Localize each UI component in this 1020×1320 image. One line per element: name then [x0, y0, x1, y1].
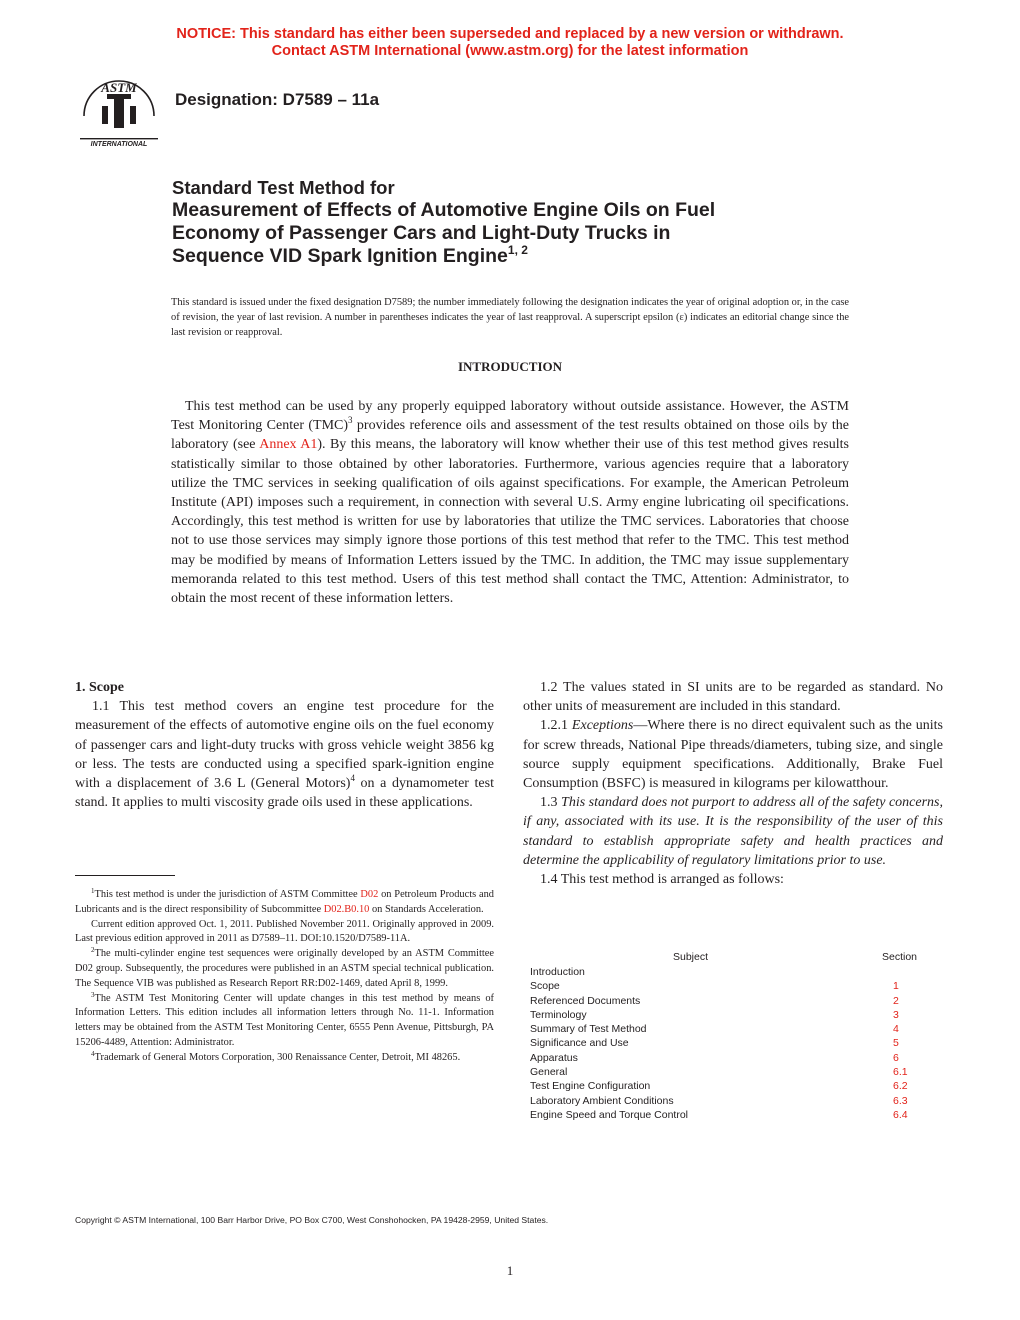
footnote-1-text-b: on Petroleum Products and Lubricants and is the direct responsibility of Subcommittee	[75, 889, 494, 915]
footnotes	[75, 888, 494, 1066]
p1-2-1-number: 1.2.1	[540, 718, 572, 734]
contents-subject: Scope	[530, 980, 560, 993]
contents-section-link[interactable]: 6.3	[893, 1094, 908, 1107]
footnote-3	[75, 992, 494, 1051]
footnote-3-marker: 3	[91, 990, 95, 999]
intro-text-2: provides reference oils and assessment of the test results obtained on those oils by the laboratory (see	[171, 418, 849, 453]
withdrawal-notice	[0, 26, 1020, 60]
contents-subject: Apparatus	[530, 1051, 578, 1064]
footnote-4-marker: 4	[91, 1049, 95, 1058]
p1-2-1-text: —Where there is no direct equivalent such as the units for screw threads, National Pipe threads/diameters, tubing size, and single source supply equipment specifications. Additionally, Brake Fuel Consumption (BSFC) is measured in kilograms per kilowatthour.	[523, 718, 943, 792]
p1-1-text-b: on a dynamometer test stand. It applies to multi viscosity grade oils used in these applications.	[75, 776, 494, 811]
contents-section-link[interactable]: 6	[893, 1051, 899, 1064]
footnote-divider	[75, 875, 175, 876]
contents-section-link[interactable]: 2	[893, 994, 899, 1007]
footnote-1-edition: Current edition approved Oct. 1, 2011. Published November 2011. Originally approved in 2009. Last previous edition approved in 2011 as D7589–11. DOI:10.1520/D7589-11A.	[75, 918, 494, 945]
contents-row	[528, 994, 928, 1008]
contents-subject: General	[530, 1066, 568, 1079]
contents-subject: Introduction	[530, 966, 585, 978]
astm-logo	[74, 76, 164, 148]
contents-row	[528, 1094, 928, 1108]
p1-3-number: 1.3	[540, 795, 562, 811]
contents-subject: Significance and Use	[530, 1037, 629, 1050]
subject-column-header: Subject	[673, 951, 709, 963]
introduction-heading: INTRODUCTION	[457, 359, 562, 374]
contents-section-link[interactable]: 3	[893, 1008, 899, 1021]
contents-row	[528, 1036, 928, 1050]
page-number: 1	[506, 1263, 514, 1278]
contents-subject: Laboratory Ambient Conditions	[530, 1094, 674, 1107]
contents-section-link[interactable]: 5	[893, 1037, 899, 1050]
logo-bottom-text: INTERNATIONAL	[90, 141, 148, 148]
title-line-1: Standard Test Method for	[172, 177, 395, 198]
contents-row	[528, 979, 928, 993]
paragraph-1-2: 1.2 The values stated in SI units are to be regarded as standard. No other units of measurement are included in this standard.	[523, 680, 943, 715]
title-line-3: Economy of Passenger Cars and Light-Duty Trucks in	[172, 222, 671, 244]
contents-row	[528, 1051, 928, 1065]
issued-note: This standard is issued under the fixed designation D7589; the number immediately following the designation indicates the year of original adoption or, in the case of revision, the year of last revision. A number in parentheses indicates the year of last reapproval. A superscript epsilon (ε) indicates an editorial change since the last revision or reapproval.	[171, 297, 849, 338]
p1-3-text: This standard does not purport to address all of the safety concerns, if any, associated with its use. It is the responsibility of the user of this standard to establish appropriate safety and health practices and determine the applicability of regulatory limitations prior to use.	[523, 795, 943, 868]
paragraph-1-3	[523, 793, 943, 870]
title-line-2: Measurement of Effects of Automotive Engine Oils on Fuel	[172, 199, 716, 221]
contents-section-link[interactable]: 1	[893, 980, 899, 993]
copyright-line: Copyright © ASTM International, 100 Barr Harbor Drive, PO Box C700, West Conshohocken, PA 19428-2959, United States.	[75, 1215, 549, 1225]
title-footnote-ref[interactable]: 1, 2	[507, 243, 528, 257]
footnote-4-text: Trademark of General Motors Corporation, 300 Renaissance Center, Detroit, MI 48265.	[94, 1051, 461, 1063]
contents-row	[528, 1065, 928, 1079]
notice-line-1: NOTICE: This standard has either been superseded and replaced by a new version or withdrawn.	[176, 26, 844, 42]
contents-subject: Test Engine Configuration	[530, 1080, 651, 1093]
p1-1-text-a: 1.1 This test method covers an engine test procedure for the measurement of the effects of automotive engine oils on the fuel economy of passenger cars and light-duty trucks with gross vehicle weight 3856 kg or less. The tests are conducted using a specified spark-ignition engine with a displacement of 3.6 L (General Motors)	[75, 699, 494, 792]
footnote-1-text-a: This test method is under the jurisdiction of ASTM Committee	[94, 889, 361, 900]
left-column	[75, 678, 494, 812]
committee-d02-link[interactable]: D02	[360, 889, 379, 900]
introduction-paragraph	[171, 397, 849, 608]
intro-text-1: This test method can be used by any properly equipped laboratory without outside assistance. However, the ASTM Test Monitoring Center (TMC)	[171, 399, 849, 434]
section-column-header: Section	[882, 951, 918, 963]
contents-subject: Terminology	[530, 1008, 587, 1021]
title-line-4: Sequence VID Spark Ignition Engine	[172, 245, 508, 267]
footnote-4	[75, 1051, 494, 1066]
intro-footnote-ref[interactable]: 3	[348, 415, 353, 426]
intro-text-3: ). By this means, the laboratory will know whether their use of this test method gives results statistically similar to those obtained by other laboratories. Furthermore, various agencies require that a laboratory utilize the TMC services in seeking qualification of oils against specifications. For example, the American Petroleum Institute (API) imposes such a requirement, in connection with several U.S. Army engine lubricating oil specifications. Accordingly, this test method is written for use by laboratories that utilize the TMC services. Laboratories that choose not to use those services may simply ignore those portions of this test method that refer to the TMC. This test method may be modified by means of Information Letters issued by the TMC. In addition, the TMC may issue supplementary memoranda related to this test method. Users of this test method shall contact the TMC, Attention: Administrator, to obtain the most recent of these information letters.	[171, 437, 849, 607]
footnote-2-text: The multi-cylinder engine test sequences were originally developed by an ASTM Committee D02 group. Subsequently, the procedures were published in an ASTM special technical publication. The Sequence VIB was published as Research Report RR:D02-1469, dated April 8, 1999.	[75, 948, 494, 989]
footnote-2-marker: 2	[91, 946, 95, 955]
annex-a1-link[interactable]: Annex A1	[259, 437, 318, 453]
contents-row	[528, 1079, 928, 1093]
contents-section-link[interactable]: 6.2	[893, 1080, 908, 1093]
p1-1-footnote-ref[interactable]: 4	[350, 773, 355, 784]
logo-top-text: ASTM	[101, 80, 137, 95]
footnote-1-marker: 1	[91, 887, 95, 895]
footnote-1-text-c: on Standards Acceleration.	[369, 903, 484, 915]
footnote-2	[75, 947, 494, 991]
contents-section-link[interactable]: 4	[893, 1023, 899, 1036]
contents-subject: Engine Speed and Torque Control	[530, 1108, 689, 1121]
subcommittee-link[interactable]: D02.B0.10	[323, 903, 370, 915]
contents-table	[528, 950, 928, 1122]
contents-rows	[528, 965, 928, 1122]
contents-section-link[interactable]: 6.1	[893, 1066, 908, 1079]
notice-line-2: Contact ASTM International (www.astm.org) for the latest information	[271, 43, 749, 59]
document-title	[172, 176, 892, 268]
paragraph-1-1	[75, 697, 494, 812]
contents-section-link[interactable]: 6.4	[893, 1108, 908, 1121]
contents-row	[528, 965, 928, 979]
right-column	[523, 678, 943, 889]
contents-row	[528, 1022, 928, 1036]
contents-row	[528, 1008, 928, 1022]
contents-subject: Summary of Test Method	[530, 1023, 647, 1036]
p1-2-1-label: Exceptions	[571, 718, 634, 734]
footnote-1	[75, 888, 494, 918]
contents-subject: Referenced Documents	[530, 994, 641, 1007]
paragraph-1-2-1	[523, 716, 943, 793]
contents-row	[528, 1108, 928, 1122]
scope-heading: 1. Scope	[75, 680, 124, 695]
footnote-3-text: The ASTM Test Monitoring Center will update changes in this test method by means of Information Letters. This edition includes all information letters through No. 11-1. Information letters may be obtained from the ASTM Test Monitoring Center, 6555 Penn Avenue, Pittsburgh, PA 15206-4489, Attention: Administrator.	[75, 992, 494, 1048]
designation: Designation: D7589 – 11a	[175, 90, 380, 109]
paragraph-1-4: 1.4 This test method is arranged as follows:	[540, 872, 784, 888]
contents-header-row	[528, 950, 928, 965]
